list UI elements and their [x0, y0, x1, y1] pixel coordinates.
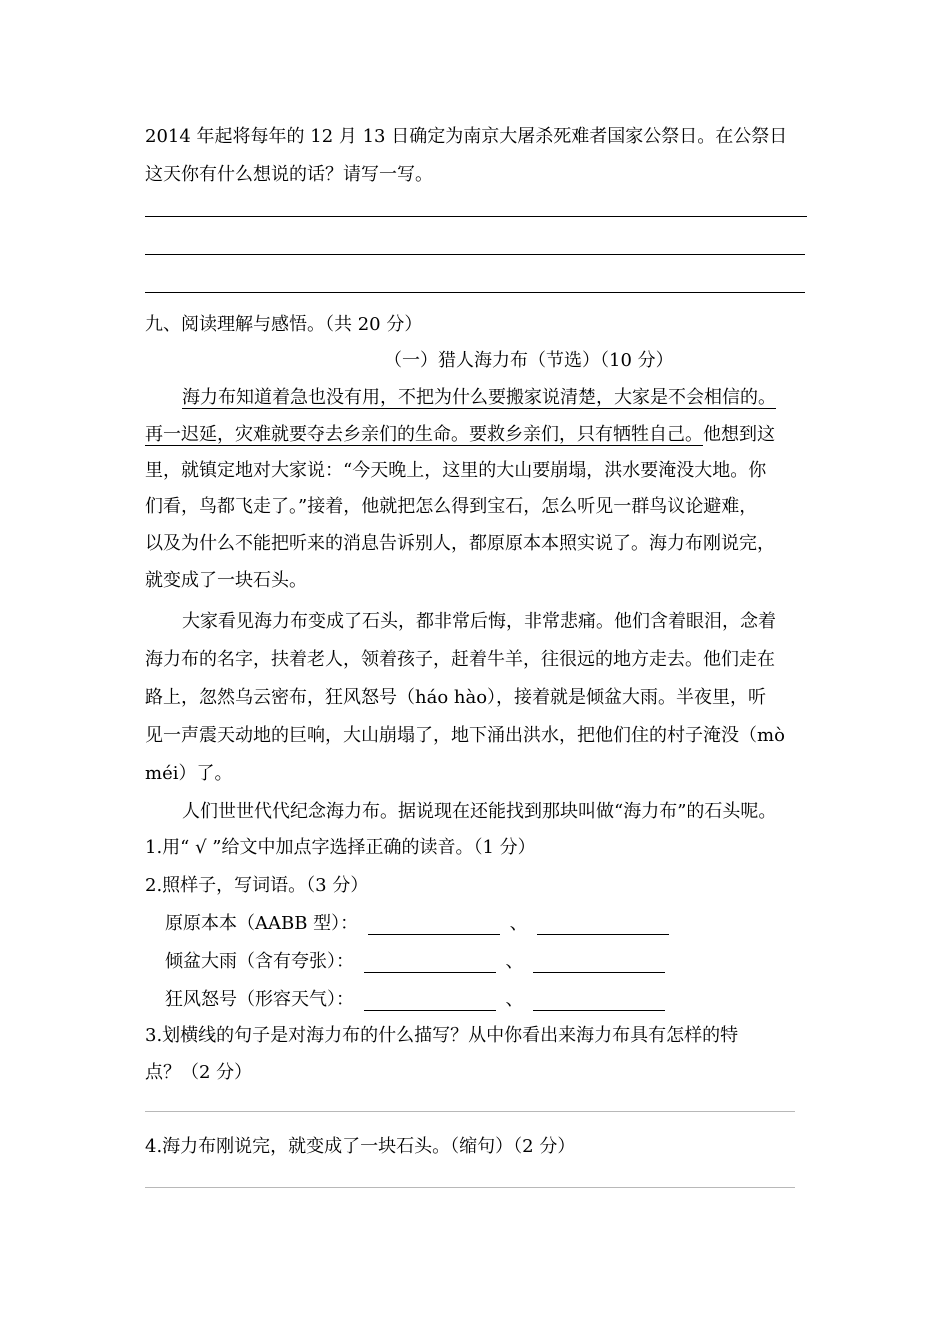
underlined-sentence-1: 海力布知道着急也没有用，不把为什么要搬家说清楚，大家是不会相信的。 — [182, 387, 776, 408]
q2-row-b — [165, 947, 669, 973]
section-heading: 九、阅读理解与感悟。（共 20 分） — [145, 314, 423, 335]
q2b-blank-2[interactable] — [533, 952, 665, 973]
passage-line: 就变成了一块石头。 — [145, 570, 307, 591]
q3-answer-line[interactable] — [145, 1111, 795, 1112]
answer-line-3[interactable] — [145, 292, 805, 293]
passage-line: 大家看见海力布变成了石头，都非常后悔，非常悲痛。他们含着眼泪，念着 — [182, 611, 776, 632]
passage-text: 他想到这 — [703, 424, 775, 445]
underlined-sentence-2: 再一迟延，灾难就要夺去乡亲们的生命。要救乡亲们，只有牺牲自己。 — [145, 424, 703, 445]
question-2: 2.照样子，写词语。（3 分） — [145, 875, 369, 896]
passage-line: 里，就镇定地对大家说：“今天晚上，这里的大山要崩塌，洪水要淹没大地。你 — [145, 460, 767, 481]
q2a-blank-2[interactable] — [537, 914, 669, 935]
passage-line: 见一声震天动地的巨响，大山崩塌了，地下涌出洪水，把他们住的村子淹没（mò — [145, 725, 785, 746]
intro-line-2: 这天你有什么想说的话？请写一写。 — [145, 164, 433, 185]
answer-line-1[interactable] — [145, 216, 807, 217]
passage-line: méi）了。 — [145, 763, 233, 784]
q2c-blank-2[interactable] — [533, 990, 665, 1011]
q2a-label: 原原本本（AABB 型）： — [165, 913, 359, 934]
question-3-line-2: 点？（2 分） — [145, 1062, 253, 1083]
passage-line: 人们世世代代纪念海力布。据说现在还能找到那块叫做“海力布”的石头呢。 — [182, 801, 777, 822]
question-1: 1.用“ √ ”给文中加点字选择正确的读音。（1 分） — [145, 837, 536, 858]
q2-row-c — [165, 985, 669, 1011]
passage-line — [145, 420, 775, 446]
separator: 、 — [505, 951, 524, 972]
q4-answer-line[interactable] — [145, 1187, 795, 1188]
question-4: 4.海力布刚说完，就变成了一块石头。（缩句）（2 分） — [145, 1136, 576, 1157]
separator: 、 — [509, 913, 528, 934]
passage-line: 以及为什么不能把听来的消息告诉别人，都原原本本照实说了。海力布刚说完， — [145, 533, 775, 554]
q2-row-a — [165, 909, 673, 935]
q2c-blank-1[interactable] — [364, 990, 496, 1011]
passage-line: 海力布的名字，扶着老人，领着孩子，赶着牛羊，往很远的地方走去。他们走在 — [145, 649, 775, 670]
separator: 、 — [505, 989, 524, 1010]
passage-title: （一）猎人海力布（节选）（10 分） — [384, 350, 674, 371]
q2b-blank-1[interactable] — [364, 952, 496, 973]
question-3-line-1: 3.划横线的句子是对海力布的什么描写？从中你看出来海力布具有怎样的特 — [145, 1025, 739, 1046]
q2a-blank-1[interactable] — [368, 914, 500, 935]
q2b-label: 倾盆大雨（含有夸张）： — [165, 951, 354, 972]
q2c-label: 狂风怒号（形容天气）： — [165, 989, 354, 1010]
passage-line: 路上，忽然乌云密布，狂风怒号（háo hào），接着就是倾盆大雨。半夜里，听 — [145, 687, 767, 708]
intro-line-1: 2014 年起将每年的 12 月 13 日确定为南京大屠杀死难者国家公祭日。在公祭日 — [145, 126, 788, 147]
passage-line: 们看，鸟都飞走了。”接着，他就把怎么得到宝石，怎么听见一群鸟议论避难， — [145, 496, 758, 517]
answer-line-2[interactable] — [145, 254, 805, 255]
